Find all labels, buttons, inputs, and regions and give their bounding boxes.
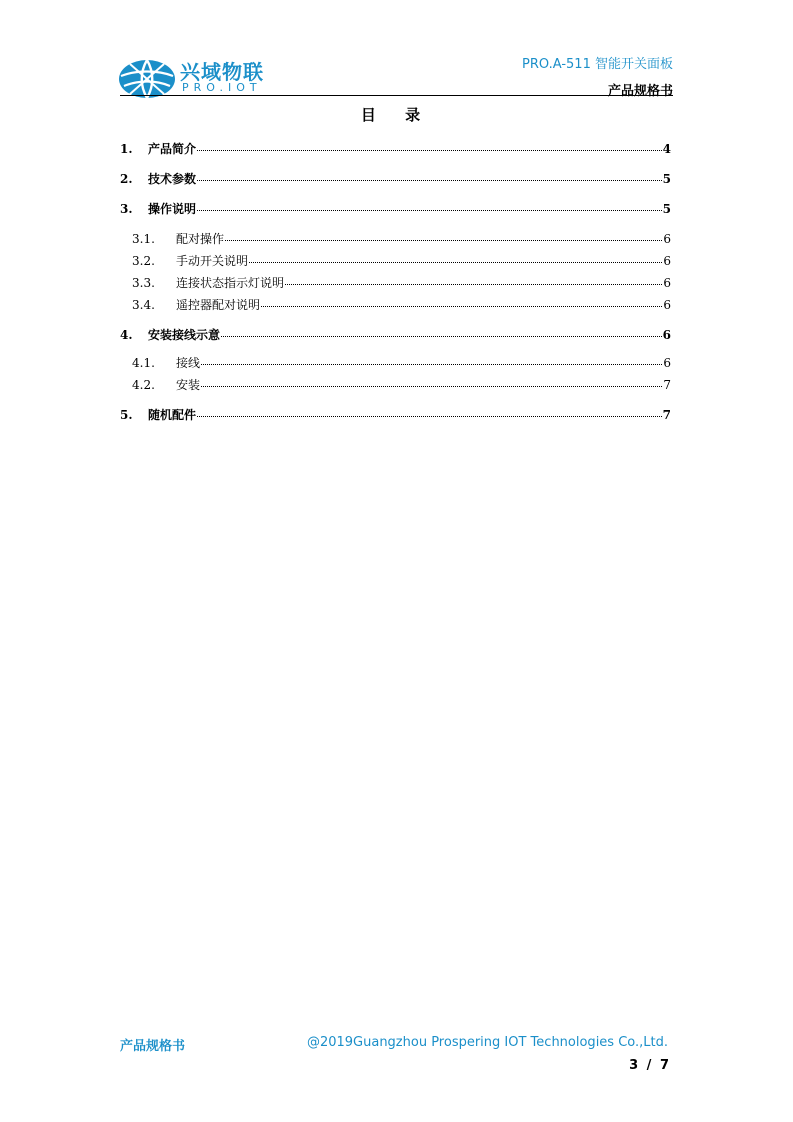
header-doc-type: 产品规格书	[607, 84, 673, 99]
toc-dot-leader	[201, 385, 662, 387]
toc-entry-label: 手动开关说明	[176, 254, 249, 268]
footer-doc-type: 产品规格书	[120, 1039, 186, 1054]
toc-entry-page: 6	[663, 254, 671, 268]
toc-entry-page: 7	[662, 408, 671, 422]
toc-entry-number: 1.	[120, 142, 133, 156]
toc-dot-leader	[201, 363, 662, 365]
toc-entry-label: 接线	[176, 356, 201, 370]
toc-dot-leader	[197, 149, 662, 151]
toc-dot-leader	[197, 179, 662, 181]
toc-entry-number: 3.1.	[132, 232, 155, 246]
toc-entry-page: 7	[663, 378, 671, 392]
logo-english-text: PRO.IOT	[182, 81, 262, 94]
toc-title: 目 录	[360, 106, 433, 124]
toc-entry-label: 连接状态指示灯说明	[176, 276, 285, 290]
toc-entry-label: 配对操作	[176, 232, 225, 246]
logo-emblem-icon	[118, 52, 176, 98]
toc-entry-number: 3.3.	[132, 276, 155, 290]
toc-entry-label: 操作说明	[148, 202, 197, 216]
toc-entry[interactable]	[120, 274, 671, 291]
toc-entry[interactable]	[120, 406, 671, 423]
toc-entry-number: 3.2.	[132, 254, 155, 268]
toc-entry-page: 5	[662, 202, 671, 216]
header-divider	[120, 95, 673, 96]
toc-entry-page: 5	[662, 172, 671, 186]
toc-entry[interactable]	[120, 252, 671, 269]
toc-entry-page: 6	[663, 276, 671, 290]
toc-entry-number: 5.	[120, 408, 133, 422]
toc-entry-page: 6	[663, 232, 671, 246]
header-info	[522, 53, 673, 99]
toc-entry-label: 产品简介	[148, 142, 197, 156]
toc-entry[interactable]	[120, 230, 671, 247]
toc-entry[interactable]	[120, 326, 671, 343]
toc-entry-label: 随机配件	[148, 408, 197, 422]
toc-dot-leader	[221, 335, 662, 337]
toc-entry-page: 6	[662, 328, 671, 342]
toc-dot-leader	[249, 261, 662, 263]
toc-dot-leader	[197, 415, 662, 417]
company-logo	[118, 50, 288, 98]
toc-entry-label: 技术参数	[148, 172, 197, 186]
toc-entry[interactable]	[120, 296, 671, 313]
toc-entry[interactable]	[120, 200, 671, 217]
toc-dot-leader	[197, 209, 662, 211]
toc-entry-number: 3.	[120, 202, 133, 216]
toc-dot-leader	[225, 239, 662, 241]
toc-entry-label: 安装	[176, 378, 201, 392]
toc-entry[interactable]	[120, 140, 671, 157]
toc-entry-number: 3.4.	[132, 298, 155, 312]
toc-entry[interactable]	[120, 354, 671, 371]
toc-dot-leader	[285, 283, 662, 285]
footer-page-number: 3 / 7	[629, 1058, 671, 1073]
toc-entry-label: 安装接线示意	[148, 328, 221, 342]
toc-entry-number: 4.	[120, 328, 133, 342]
toc-entry-number: 4.1.	[132, 356, 155, 370]
logo-chinese-text: 兴域物联	[180, 60, 264, 84]
toc-entry-label: 遥控器配对说明	[176, 298, 261, 312]
toc-entry-page: 6	[663, 356, 671, 370]
toc-entry-number: 2.	[120, 172, 133, 186]
toc-dot-leader	[261, 305, 662, 307]
toc-entry-number: 4.2.	[132, 378, 155, 392]
toc-entry[interactable]	[120, 170, 671, 187]
toc-entry-page: 6	[663, 298, 671, 312]
header-product-name: PRO.A-511 智能开关面板	[522, 57, 673, 72]
footer-copyright: @2019Guangzhou Prospering IOT Technologies Co.,Ltd.	[306, 1035, 668, 1050]
toc-entry-page: 4	[662, 142, 671, 156]
toc-entry[interactable]	[120, 376, 671, 393]
